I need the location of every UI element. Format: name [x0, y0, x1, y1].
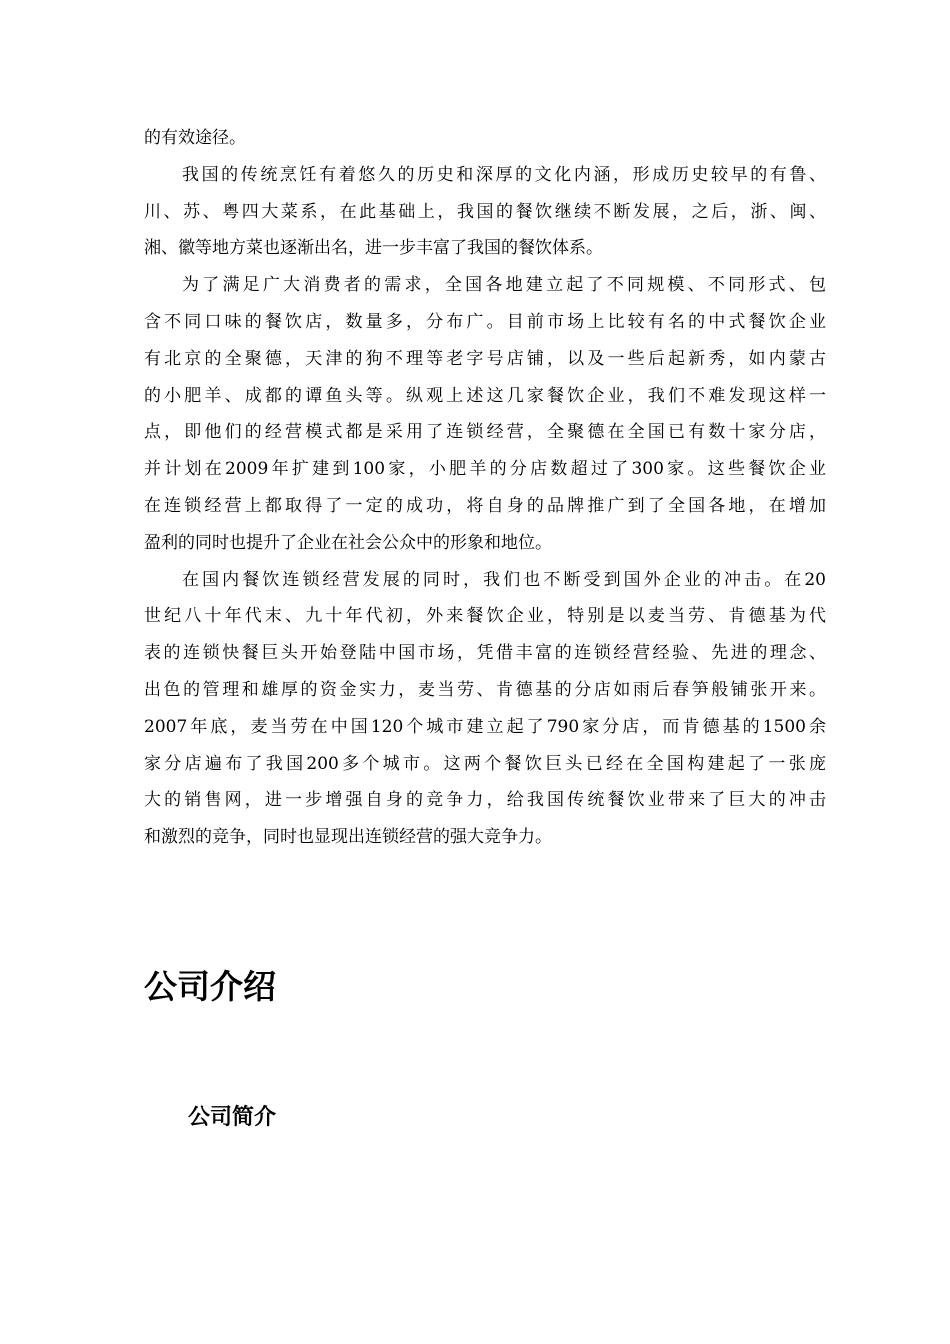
text-line: 家分店遍布了我国200多个城市。这两个餐饮巨头已经在全国构建起了一张庞 — [144, 753, 826, 774]
text-line: 在连锁经营上都取得了一定的成功，将自身的品牌推广到了全国各地，在增加 — [144, 495, 826, 516]
body-text — [144, 120, 826, 856]
text-line: 的小肥羊、成都的谭鱼头等。纵观上述这几家餐饮企业，我们不难发现这样一 — [144, 385, 826, 406]
text-line: 为了满足广大消费者的需求，全国各地建立起了不同规模、不同形式、包 — [182, 275, 826, 296]
text-line: 点，即他们的经营模式都是采用了连锁经营，全聚德在全国已有数十家分店， — [144, 422, 826, 443]
text-line: 川、苏、粤四大菜系，在此基础上，我国的餐饮继续不断发展，之后，浙、闽、 — [144, 201, 826, 222]
text-line: 的有效途径。 — [144, 128, 246, 148]
text-line: 出色的管理和雄厚的资金实力，麦当劳、肯德基的分店如雨后春笋般铺张开来。 — [144, 679, 826, 700]
section-heading: 公司介绍 — [144, 967, 276, 1006]
paragraph-continuation — [144, 120, 826, 157]
text-line: 世纪八十年代末、九十年代初，外来餐饮企业，特别是以麦当劳、肯德基为代 — [144, 606, 826, 627]
text-line: 表的连锁快餐巨头开始登陆中国市场，凭借丰富的连锁经营经验、先进的理念、 — [144, 643, 826, 664]
subsection-heading: 公司简介 — [188, 1105, 277, 1130]
paragraph-domestic-chains — [144, 267, 826, 561]
text-line: 大的销售网，进一步增强自身的竞争力，给我国传统餐饮业带来了巨大的冲击 — [144, 790, 826, 811]
text-line: 我国的传统烹饪有着悠久的历史和深厚的文化内涵，形成历史较早的有鲁、 — [182, 164, 826, 185]
text-line: 湘、徽等地方菜也逐渐出名，进一步丰富了我国的餐饮体系。 — [144, 238, 603, 259]
text-line: 2007年底，麦当劳在中国120个城市建立起了790家分店，而肯德基的1500余 — [144, 716, 826, 737]
text-line: 和激烈的竞争，同时也显现出连锁经营的强大竞争力。 — [144, 827, 552, 848]
text-line: 有北京的全聚德，天津的狗不理等老字号店铺，以及一些后起新秀，如内蒙古 — [144, 348, 826, 369]
paragraph-foreign-competition — [144, 562, 826, 856]
paragraph-cuisine — [144, 157, 826, 267]
text-line: 在国内餐饮连锁经营发展的同时，我们也不断受到国外企业的冲击。在20 — [182, 569, 826, 590]
text-line: 含不同口味的餐饮店，数量多，分布广。目前市场上比较有名的中式餐饮企业 — [144, 311, 826, 332]
text-line: 盈利的同时也提升了企业在社会公众中的形象和地位。 — [144, 532, 552, 553]
text-line: 并计划在2009年扩建到100家，小肥羊的分店数超过了300家。这些餐饮企业 — [144, 459, 826, 480]
